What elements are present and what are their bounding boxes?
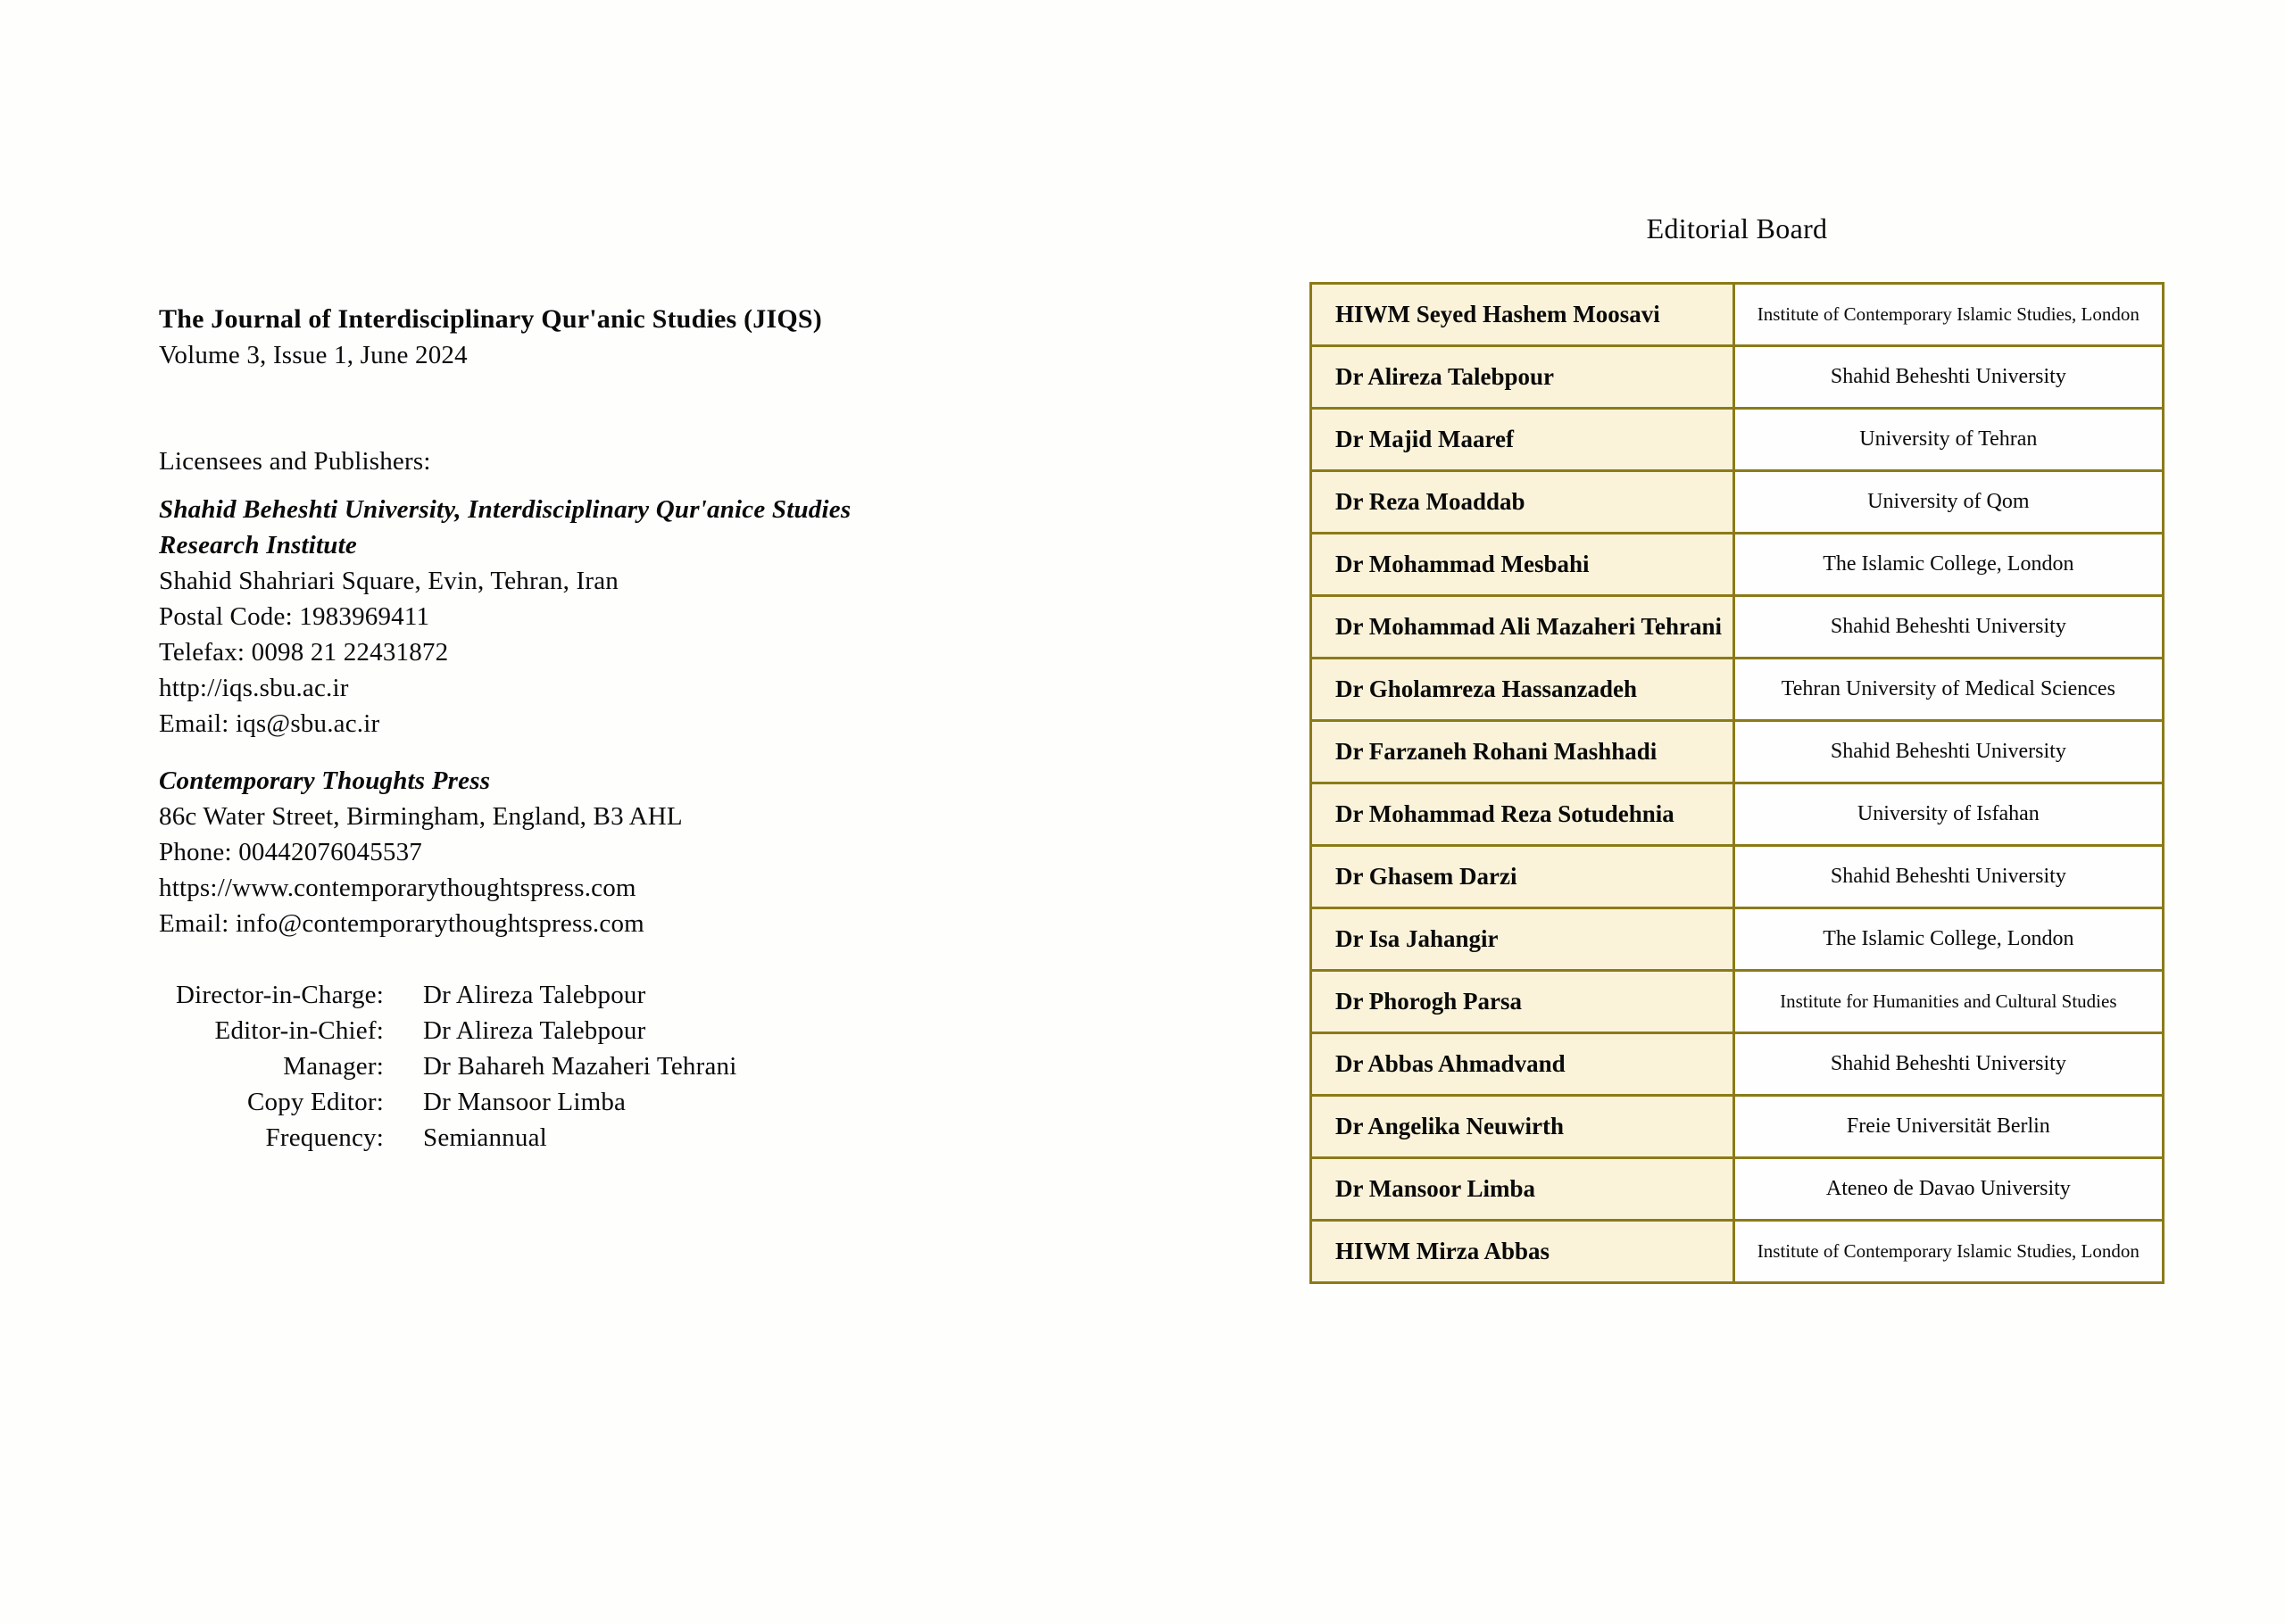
- staff-row: [159, 977, 962, 1013]
- board-member-name: HIWM Seyed Hashem Moosavi: [1311, 284, 1734, 346]
- board-member-row: [1311, 908, 2164, 971]
- board-member-affiliation: Shahid Beheshti University: [1733, 596, 2163, 659]
- licensees-heading: Licensees and Publishers:: [159, 447, 431, 476]
- publisher-block: [159, 492, 962, 742]
- board-member-name: HIWM Mirza Abbas: [1311, 1221, 1734, 1283]
- board-member-name: Dr Gholamreza Hassanzadeh: [1311, 659, 1734, 721]
- journal-title: The Journal of Interdisciplinary Qur'anic Studies (JIQS): [159, 304, 822, 334]
- publisher-contact-line: Shahid Shahriari Square, Evin, Tehran, Iran: [159, 567, 619, 595]
- editorial-board-section: [1309, 209, 2165, 1284]
- board-member-row: [1311, 659, 2164, 721]
- board-member-name: Dr Mohammad Reza Sotudehnia: [1311, 783, 1734, 846]
- board-member-row: [1311, 1033, 2164, 1096]
- board-member-row: [1311, 1096, 2164, 1158]
- board-member-name: Dr Angelika Neuwirth: [1311, 1096, 1734, 1158]
- publisher-contact-line: Postal Code: 1983969411: [159, 602, 430, 631]
- staff-row: [159, 1120, 962, 1156]
- publisher-name-line: Research Institute: [159, 531, 357, 559]
- board-member-name: Dr Reza Moaddab: [1311, 471, 1734, 534]
- board-member-row: [1311, 971, 2164, 1033]
- publisher-contact-line: Telefax: 0098 21 22431872: [159, 638, 449, 667]
- board-member-name: Dr Majid Maaref: [1311, 409, 1734, 471]
- board-member-row: [1311, 721, 2164, 783]
- board-member-row: [1311, 284, 2164, 346]
- board-member-affiliation: Shahid Beheshti University: [1733, 1033, 2163, 1096]
- staff-person-value: Dr Mansoor Limba: [423, 1088, 627, 1116]
- staff-person-value: Dr Alireza Talebpour: [423, 1016, 646, 1045]
- staff-role-label: Copy Editor:: [246, 1088, 384, 1116]
- publisher-list: [159, 492, 962, 941]
- board-member-name: Dr Mansoor Limba: [1311, 1158, 1734, 1221]
- board-member-affiliation: The Islamic College, London: [1733, 534, 2163, 596]
- board-member-affiliation: Shahid Beheshti University: [1733, 721, 2163, 783]
- board-member-name: Dr Alireza Talebpour: [1311, 346, 1734, 409]
- board-member-name: Dr Abbas Ahmadvand: [1311, 1033, 1734, 1096]
- staff-row: [159, 1084, 962, 1120]
- editorial-board-title: Editorial Board: [1646, 212, 1828, 244]
- publication-info-block: [159, 302, 962, 1156]
- board-member-name: Dr Farzaneh Rohani Mashhadi: [1311, 721, 1734, 783]
- staff-role-label: Editor-in-Chief:: [214, 1016, 384, 1045]
- staff-person-value: Dr Bahareh Mazaheri Tehrani: [423, 1052, 737, 1081]
- board-member-row: [1311, 471, 2164, 534]
- board-member-name: Dr Ghasem Darzi: [1311, 846, 1734, 908]
- board-member-affiliation: Institute of Contemporary Islamic Studies, London: [1733, 1221, 2163, 1283]
- publisher-contact-line: Phone: 00442076045537: [159, 838, 423, 866]
- board-member-affiliation: Freie Universität Berlin: [1733, 1096, 2163, 1158]
- publisher-name-line: Shahid Beheshti University, Interdisciplinary Qur'anice Studies: [159, 495, 852, 524]
- board-member-affiliation: Institute for Humanities and Cultural Studies: [1733, 971, 2163, 1033]
- board-member-name: Dr Phorogh Parsa: [1311, 971, 1734, 1033]
- publisher-contact-line: http://iqs.sbu.ac.ir: [159, 674, 349, 702]
- staff-role-label: Manager:: [283, 1052, 384, 1081]
- staff-role-label: Frequency:: [265, 1123, 384, 1152]
- publisher-contact-lines: [159, 799, 962, 941]
- board-member-affiliation: Shahid Beheshti University: [1733, 846, 2163, 908]
- publisher-contact-line: Email: info@contemporarythoughtspress.com: [159, 909, 644, 938]
- board-member-affiliation: University of Qom: [1733, 471, 2163, 534]
- board-member-affiliation: Shahid Beheshti University: [1733, 346, 2163, 409]
- publisher-name: [159, 492, 962, 563]
- staff-row: [159, 1013, 962, 1048]
- board-member-row: [1311, 1221, 2164, 1283]
- board-member-row: [1311, 534, 2164, 596]
- staff-row: [159, 1048, 962, 1084]
- board-member-name: Dr Isa Jahangir: [1311, 908, 1734, 971]
- board-member-row: [1311, 783, 2164, 846]
- board-member-row: [1311, 346, 2164, 409]
- staff-role-label: Director-in-Charge:: [176, 981, 384, 1009]
- board-member-row: [1311, 1158, 2164, 1221]
- publisher-name: [159, 763, 962, 799]
- board-member-affiliation: University of Isfahan: [1733, 783, 2163, 846]
- board-member-name: Dr Mohammad Ali Mazaheri Tehrani: [1311, 596, 1734, 659]
- board-member-row: [1311, 409, 2164, 471]
- board-member-affiliation: Institute of Contemporary Islamic Studies, London: [1733, 284, 2163, 346]
- journal-volume-line: Volume 3, Issue 1, June 2024: [159, 341, 468, 369]
- staff-person-value: Semiannual: [423, 1123, 547, 1152]
- editorial-board-table: [1309, 282, 2165, 1284]
- board-member-row: [1311, 596, 2164, 659]
- publisher-block: [159, 763, 962, 941]
- board-member-affiliation: The Islamic College, London: [1733, 908, 2163, 971]
- publisher-contact-lines: [159, 563, 962, 742]
- staff-list: [159, 977, 962, 1156]
- board-member-row: [1311, 846, 2164, 908]
- board-member-name: Dr Mohammad Mesbahi: [1311, 534, 1734, 596]
- publisher-contact-line: 86c Water Street, Birmingham, England, B3 AHL: [159, 802, 683, 831]
- board-member-affiliation: University of Tehran: [1733, 409, 2163, 471]
- publisher-name-line: Contemporary Thoughts Press: [159, 766, 491, 795]
- board-member-affiliation: Tehran University of Medical Sciences: [1733, 659, 2163, 721]
- board-member-affiliation: Ateneo de Davao University: [1733, 1158, 2163, 1221]
- publisher-contact-line: Email: iqs@sbu.ac.ir: [159, 709, 380, 738]
- staff-person-value: Dr Alireza Talebpour: [423, 981, 646, 1009]
- publisher-contact-line: https://www.contemporarythoughtspress.com: [159, 874, 636, 902]
